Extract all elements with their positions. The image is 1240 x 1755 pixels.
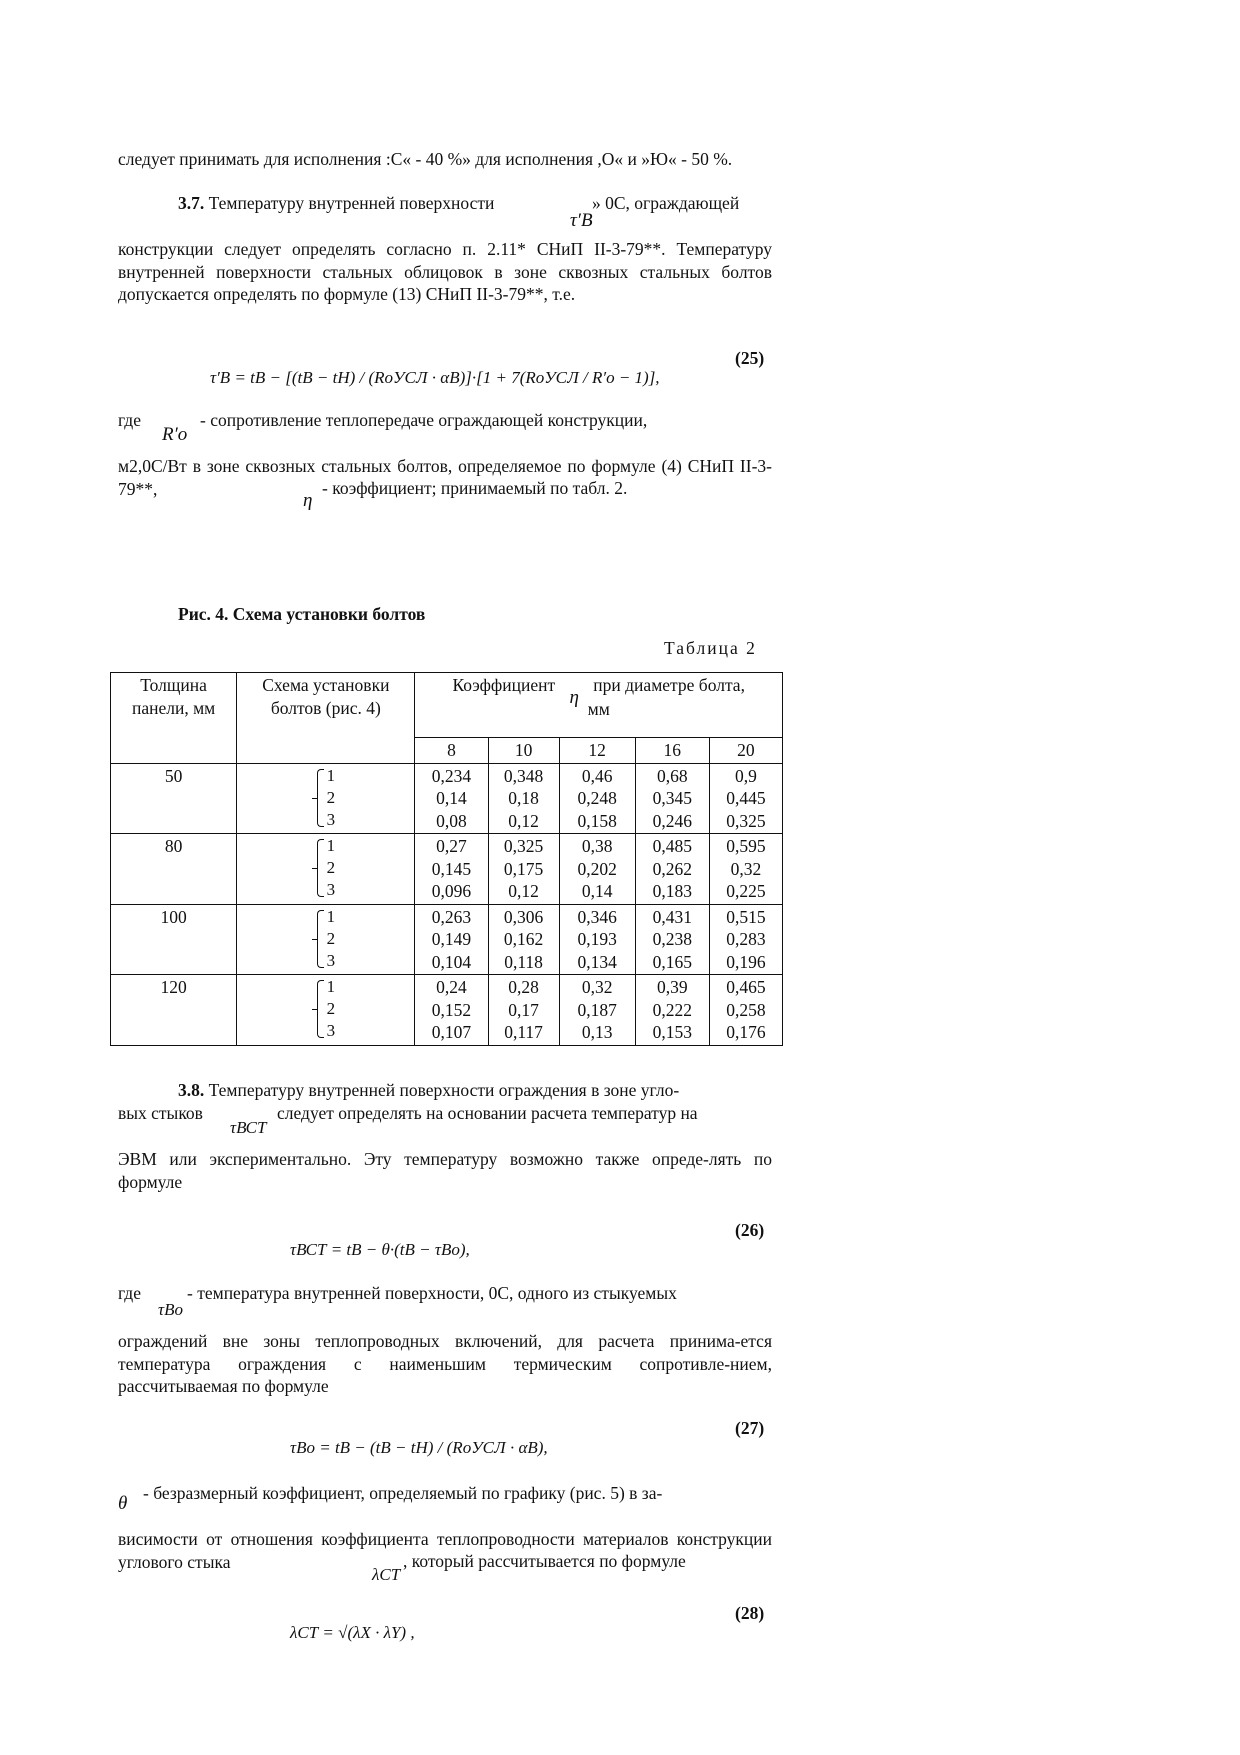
cell-value: 0,202 [577,858,617,879]
cell-values [415,975,488,1046]
cell-values [415,834,488,905]
cell-scheme [237,834,415,905]
cell-thickness: 80 [111,834,237,905]
cell-value: 0,24 [436,977,467,997]
cell-value: 0,346 [577,906,617,927]
symbol-r-o: R′o [162,424,188,445]
cell-value: 0,445 [726,788,766,808]
scheme-number: 1 [326,765,336,785]
cell-scheme [237,763,415,834]
where-label: где [118,410,141,430]
cell-values [635,834,709,905]
cell-value: 0,14 [436,788,467,808]
header-thickness: Толщина панели, мм [111,673,237,764]
scheme-number: 2 [326,928,336,948]
cell-value: 0,08 [436,810,467,831]
symbol-lambda-st: λСТ [372,1565,401,1584]
equation-28: λСТ = √(λX · λY) , [290,1623,415,1642]
cell-value: 0,68 [656,765,688,786]
symbol-eta: η [303,490,313,511]
equation-number-28: (28) [735,1603,765,1623]
cell-value: 0,165 [652,951,692,972]
paragraph-intro: следует принимать для исполнения :С« - 40 %» для исполнения ,О« и »Ю« - 50 %. [118,149,733,169]
cell-value: 0,348 [503,765,544,786]
cell-scheme [237,904,415,975]
cell-value: 0,515 [726,906,766,927]
cell-value: 0,162 [503,929,544,949]
equation-27: τВo = tВ − (tВ − tН) / (RoУСЛ · αВ), [290,1438,548,1457]
scheme-brace [317,835,336,901]
cell-value: 0,325 [503,836,544,856]
section-text: Температуру внутренней поверхности ограждения в зоне угло- [208,1080,680,1100]
cell-value: 0,153 [652,1022,692,1042]
cell-values [415,904,488,975]
where-tau-bo-body: ограждений вне зоны теплопроводных включений, для расчета принима-ется температура ограждения с наименьшим термическим сопротивле-нием, рассчитываемая по формуле [118,1331,772,1396]
scheme-brace [317,976,336,1042]
cell-values [709,834,782,905]
table-row [111,904,783,975]
cell-values [635,975,709,1046]
cell-value: 0,183 [652,881,692,901]
header-coefficient [415,673,783,738]
paragraph-3-7-body: конструкции следует определять согласно п. 2.11* СНиП II-3-79**. Температуру внутренней поверхности стальных облицовок в зоне сквозных стальных болтов допускается определять по формуле (13) СНиП II-3-79**, т.е. [118,239,772,304]
cell-thickness: 50 [111,763,237,834]
cell-value: 0,258 [726,999,766,1020]
cell-value: 0,246 [652,810,692,831]
cell-value: 0,262 [652,858,692,879]
section-number: 3.8. [178,1080,205,1100]
cell-values [559,904,635,975]
cell-values [559,763,635,834]
cell-value: 0,485 [652,836,692,856]
cell-values [488,904,559,975]
cell-values [635,763,709,834]
cell-value: 0,196 [726,951,766,972]
cell-value: 0,263 [431,906,472,927]
scheme-number: 2 [326,787,336,807]
cell-value: 0,28 [508,977,539,997]
scheme-number: 2 [326,999,336,1018]
where-r-o-text: - сопротивление теплопередаче ограждающей конструкции, [200,410,648,430]
where-r-o-units: м2,0С/Вт в зоне сквозных стальных болтов, определяемое по формуле (4) СНиП II-3-79**, [118,456,772,499]
cell-values [488,834,559,905]
cell-value: 0,238 [652,929,692,949]
where-eta-text: - коэффициент; принимаемый по табл. 2. [322,478,628,498]
header-coef-a: Коэффициент [452,675,556,695]
cell-value: 0,158 [577,810,617,831]
figure-caption: Рис. 4. Схема установки болтов [178,604,426,624]
scheme-brace [317,906,336,972]
section-3-8-heading [178,1080,772,1101]
header-diameter: 10 [488,738,559,764]
table-row [111,975,783,1046]
cell-value: 0,46 [581,765,613,786]
table-row [111,834,783,905]
theta-text: - безразмерный коэффициент, определяемый по графику (рис. 5) в за- [143,1483,663,1503]
cell-value: 0,345 [652,788,692,808]
cell-value: 0,32 [581,977,613,997]
cell-values [488,763,559,834]
theta-body-text: висимости от отношения коэффициента теплопроводности материалов конструкции углового стыка [118,1529,772,1572]
cell-value: 0,222 [652,999,692,1020]
cell-values [415,763,488,834]
cell-value: 0,107 [431,1022,472,1042]
equation-26: τВСТ = tВ − θ·(tВ − τВo), [290,1240,470,1259]
scheme-number: 3 [326,1021,336,1040]
cell-value: 0,225 [726,881,766,901]
section-3-8-line2: вых стыков [118,1103,203,1123]
section-3-7-line-end: » 0С, ограждающей [592,193,740,213]
cell-values [559,834,635,905]
cell-value: 0,193 [577,929,617,949]
cell-value: 0,12 [508,810,539,831]
equation-number-27: (27) [735,1418,765,1438]
header-diameter: 16 [635,738,709,764]
scheme-number: 3 [326,880,336,899]
cell-value: 0,248 [577,788,617,808]
cell-value: 0,12 [508,881,539,901]
cell-value: 0,465 [726,977,766,997]
scheme-number: 1 [326,977,336,996]
cell-value: 0,149 [431,929,472,949]
equation-number-25: (25) [735,348,765,368]
cell-value: 0,234 [431,765,472,786]
scheme-number: 3 [326,950,336,970]
cell-thickness: 120 [111,975,237,1046]
section-number: 3.7. [178,193,205,213]
cell-value: 0,13 [581,1022,613,1042]
scheme-number: 1 [326,836,336,855]
equation-25: τ′В = tВ − [(tВ − tН) / (RoУСЛ · αВ)]·[1 + 7(RoУСЛ / R′o − 1)], [210,368,660,387]
equation-number-26: (26) [735,1220,765,1240]
cell-values [488,975,559,1046]
cell-value: 0,118 [504,951,543,972]
section-text: Температуру внутренней поверхности [208,193,495,213]
cell-value: 0,14 [581,881,613,901]
scheme-brace [317,765,336,831]
header-diameter: 12 [559,738,635,764]
cell-value: 0,38 [581,836,613,856]
header-scheme: Схема установки болтов (рис. 4) [237,673,415,764]
theta-body-end: , который рассчитывается по формуле [403,1551,686,1571]
where-tau-bo-text: - температура внутренней поверхности, 0С, одного из стыкуемых [187,1283,677,1303]
cell-value: 0,175 [503,858,544,879]
cell-value: 0,27 [436,836,467,856]
cell-values [709,763,782,834]
cell-values [709,904,782,975]
table-row [111,763,783,834]
cell-value: 0,145 [431,858,472,879]
coefficient-table [110,672,783,1046]
cell-values [635,904,709,975]
eta-symbol: η [569,687,579,708]
symbol-tau-b: τ′В [570,210,593,231]
cell-value: 0,096 [431,881,472,901]
scheme-number: 2 [326,858,336,877]
cell-value: 0,325 [726,810,766,831]
cell-value: 0,176 [726,1022,766,1042]
cell-value: 0,17 [508,999,539,1020]
cell-thickness: 100 [111,904,237,975]
cell-value: 0,32 [730,858,762,879]
cell-value: 0,117 [504,1022,543,1042]
symbol-theta: θ [118,1493,128,1514]
cell-value: 0,18 [508,788,539,808]
where-label: где [118,1283,141,1303]
symbol-tau-bo: τВo [158,1300,183,1319]
header-coef-b: при диаметре болта, [593,675,745,695]
scheme-number: 1 [326,906,336,926]
cell-value: 0,306 [503,906,544,927]
scheme-number: 3 [326,809,336,829]
section-3-8-line2-end: следует определять на основании расчета температур на [277,1103,698,1123]
header-coef-c: мм [587,698,610,719]
cell-value: 0,595 [726,836,766,856]
cell-value: 0,187 [577,999,617,1020]
header-diameter: 20 [709,738,782,764]
header-diameter: 8 [415,738,488,764]
table-label: Таблица 2 [664,638,757,658]
paragraph-3-8-body: ЭВМ или экспериментально. Эту температуру возможно также опреде-лять по формуле [118,1149,772,1192]
cell-scheme [237,975,415,1046]
section-3-7-heading [178,193,494,214]
cell-value: 0,104 [431,951,472,972]
symbol-tau-st: τВСТ [230,1118,267,1137]
cell-value: 0,39 [656,977,688,997]
cell-value: 0,134 [577,951,617,972]
cell-value: 0,431 [652,906,692,927]
cell-value: 0,152 [431,999,472,1020]
cell-value: 0,9 [734,765,757,786]
cell-value: 0,283 [726,929,766,949]
cell-values [559,975,635,1046]
cell-values [709,975,782,1046]
